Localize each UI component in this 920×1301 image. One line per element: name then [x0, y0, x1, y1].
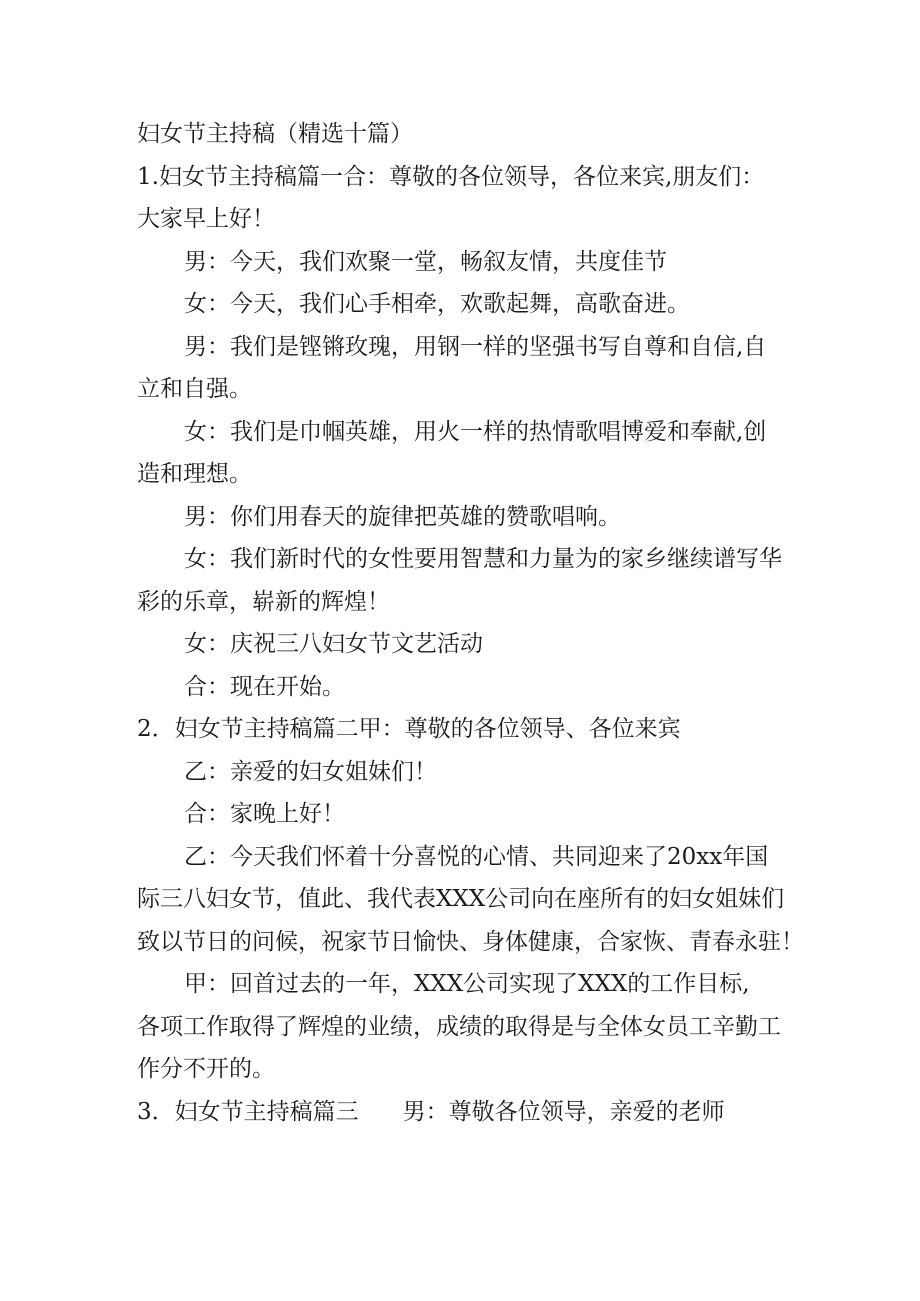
dialogue-line: 乙：亲爱的妇女姐妹们！: [184, 758, 437, 785]
dialogue-line-continued: 致以节日的问候，祝家节日愉快、身体健康，合家恢、青春永驻！: [137, 928, 804, 955]
dialogue-line: 男：我们是铿锵玫瑰，用钢一样的坚强书写自尊和自信,自: [184, 333, 767, 360]
document-body: [137, 113, 804, 1133]
document-title: 妇女节主持稿（精选十篇）: [137, 121, 413, 147]
dialogue-line: 甲：回首过去的一年，XXX公司实现了XXX的工作目标,: [184, 971, 750, 997]
dialogue-line: 女：我们新时代的女性要用智慧和力量为的家乡继续谱写华: [184, 546, 782, 572]
dialogue-line: 合：现在开始。: [184, 673, 345, 700]
dialogue-line: 男：你们用春天的旋律把英雄的赞歌唱响。: [184, 503, 621, 530]
section-1-heading-continued: 大家早上好！: [137, 206, 275, 232]
dialogue-line-continued: 各项工作取得了辉煌的业绩，成绩的取得是与全体女员工辛勤工: [137, 1013, 781, 1040]
dialogue-line: 男：今天，我们欢聚一堂，畅叙友情，共度佳节: [184, 248, 667, 275]
section-3-heading: [137, 1091, 787, 1134]
dialogue-line-continued: 彩的乐章，崭新的辉煌！: [137, 588, 390, 615]
section-1-heading: 1.妇女节主持稿篇一合：尊敬的各位领导，各位来宾,朋友们：: [137, 163, 765, 190]
dialogue-line: 女：我们是巾帼英雄，用火一样的热情歌唱博爱和奉献,创: [184, 418, 767, 445]
dialogue-line: 乙：今天我们怀着十分喜悦的心情、共同迎来了20xx年国: [184, 843, 769, 870]
dialogue-line: 女：庆祝三八妇女节文艺活动: [184, 631, 483, 657]
dialogue-line-continued: 造和理想。: [137, 461, 252, 487]
section-3-heading-dialogue: 男：尊敬各位领导，亲爱的老师: [402, 1098, 725, 1125]
dialogue-line: 合：家晚上好！: [184, 801, 345, 827]
section-3-heading-label: 3．妇女节主持稿篇三: [137, 1098, 359, 1125]
dialogue-line-continued: 作分不开的。: [137, 1056, 275, 1082]
dialogue-line: 女：今天，我们心手相牵，欢歌起舞，高歌奋进。: [184, 291, 690, 317]
section-2-heading: 2．妇女节主持稿篇二甲：尊敬的各位领导、各位来宾: [137, 716, 681, 742]
dialogue-line-continued: 际三八妇女节，值此、我代表XXX公司向在座所有的妇女姐妹们: [137, 886, 785, 912]
dialogue-line-continued: 立和自强。: [137, 376, 252, 402]
